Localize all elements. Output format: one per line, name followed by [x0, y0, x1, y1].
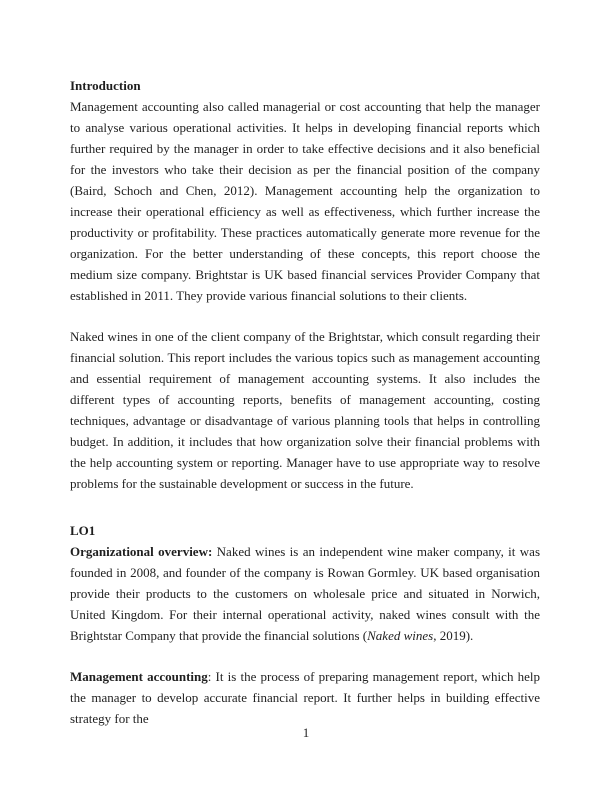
- management-accounting-label: Management accounting: [70, 669, 208, 684]
- section-heading-introduction: Introduction: [70, 78, 141, 93]
- management-accounting-text: : It is the process of preparing management report, which help the manager to develop accurate financial report. It further helps in building effective strategy for the: [70, 669, 540, 726]
- section-heading-lo1: LO1: [70, 523, 96, 538]
- paragraph-intro: Management accounting also called managerial or cost accounting that help the manager to analyse various operational activities. It helps in developing financial reports which further required by the manager in order to take effective decisions and it also beneficial for the investors who take their decision as per the financial position of the company (Baird, Schoch and Chen, 2012). Management accounting help the organization to increase their operational efficiency as well as effectiveness, which further increase the productivity or profitability. These practices automatically generate more revenue for the organization. For the better understanding of these concepts, this report choose the medium size company. Brightstar is UK based financial services Provider Company that established in 2011. They provide various financial solutions to their clients.: [70, 99, 540, 303]
- paragraph-naked-wines: Naked wines in one of the client company of the Brightstar, which consult regarding their financial solution. This report includes the various topics such as management accounting and essential requirement of management accounting systems. It also includes the different types of accounting reports, benefits of management accounting, costing techniques, advantage or disadvantage of various planning tools that helps in controlling budget. In addition, it includes that how organization solve their financial problems with the help accounting system or reporting. Manager have to use appropriate way to resolve problems for the sustainable development or success in the future.: [70, 329, 540, 491]
- paragraph-organizational-overview: [70, 541, 540, 646]
- page-number: 1: [302, 725, 310, 740]
- organizational-overview-label: Organizational overview:: [70, 544, 213, 559]
- page-content: [70, 75, 540, 729]
- paragraph-management-accounting: [70, 666, 540, 729]
- citation-year: , 2019).: [433, 628, 474, 643]
- organizational-overview-text: Naked wines is an independent wine maker company, it was founded in 2008, and founder of the company is Rowan Gormley. UK based organisation provide their products to the customers on wholesale price and situated in Norwich, United Kingdom. For their internal operational activity, naked wines consult with the Brightstar Company that provide the financial solutions (: [70, 544, 540, 643]
- citation-naked-wines: Naked wines: [367, 628, 434, 643]
